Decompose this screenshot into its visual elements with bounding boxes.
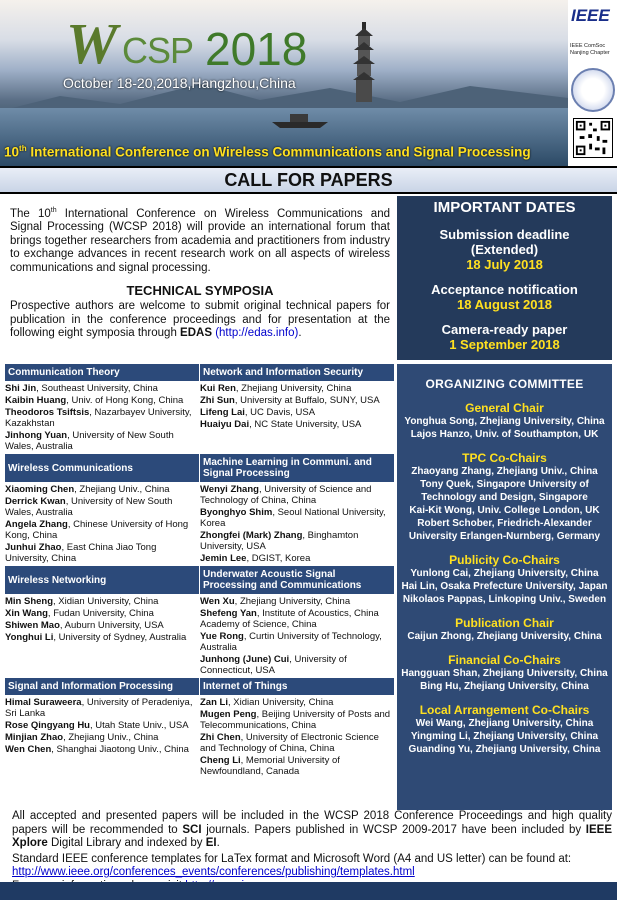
symposium-chair: Junhong (June) Cui, University of Connecticut, USA <box>200 654 347 676</box>
symposium-chair: Lifeng Lai, UC Davis, USA <box>200 407 316 418</box>
banner <box>0 0 568 166</box>
symposium-chairs <box>200 594 395 678</box>
symposium-chairs <box>200 695 395 779</box>
symposium-title: Underwater Acoustic Signal Processing and Communications <box>200 566 395 594</box>
organizing-committee-box <box>397 364 612 810</box>
symposium-chair: Jemin Lee, DGIST, Korea <box>200 553 311 564</box>
symposium-chair: Kui Ren, Zhejiang University, China <box>200 383 352 394</box>
symposium-chair: Xiaoming Chen, Zhejiang Univ., China <box>5 484 170 495</box>
templates-link[interactable]: http://www.ieee.org/conferences_events/conferences/publishing/templates.html <box>12 866 415 878</box>
committee-member: Yingming Li, Zhejiang University, China <box>410 731 599 742</box>
symposium-chair: Minjian Zhao, Zhejiang Univ., China <box>5 732 159 743</box>
templates-paragraph: Standard IEEE conference templates for LaTex format and Microsoft Word (A4 and US letter) can be found at: <box>12 852 572 865</box>
committee-section-title: Local Arrangement Co-Chairs <box>419 703 590 717</box>
committee-member: Nikolaos Pappas, Linkoping Univ., Sweden <box>402 594 607 605</box>
symposium-chair: Zhi Chen, University of Electronic Science and Technology of China, China <box>200 732 379 754</box>
symposium-chair: Yue Rong, Curtin University of Technology, Australia <box>200 631 382 653</box>
symposium-chair: Himal Suraweera, University of Peradeniya, Sri Lanka <box>5 697 193 719</box>
symposium-chair: Wen Chen, Shanghai Jiaotong Univ., China <box>5 744 189 755</box>
pagoda-illustration <box>353 22 375 102</box>
camera-ready-label: Camera-ready paper <box>441 322 568 337</box>
ieee-logo: IEEE <box>571 6 610 25</box>
committee-member: Hangguan Shan, Zhejiang University, China <box>401 668 608 679</box>
committee-section-title: Publicity Co-Chairs <box>449 553 560 567</box>
symposium-chair: Xin Wang, Fudan University, China <box>5 608 154 619</box>
symposium-chair: Shiwen Mao, Auburn University, USA <box>5 620 164 631</box>
committee-member: Hai Lin, Osaka Prefecture University, Japan <box>401 581 608 592</box>
symposium-chair: Zan Li, Xidian University, China <box>200 697 334 708</box>
committee-member: Robert Schober, Friedrich-Alexander <box>417 518 592 529</box>
symposium-chairs <box>5 594 200 678</box>
acceptance-label: Acceptance notification <box>431 282 578 297</box>
symposium-chair: Zhi Sun, University at Buffalo, SUNY, USA <box>200 395 380 406</box>
symposium-chairs <box>5 381 200 454</box>
committee-member: Yonghua Song, Zhejiang University, China <box>404 416 605 427</box>
committee-member: Bing Hu, Zhejiang University, China <box>420 681 589 692</box>
symposium-chair: Yonghui Li, University of Sydney, Australia <box>5 632 187 643</box>
symposium-title: Communication Theory <box>5 364 200 381</box>
technical-symposia-heading: TECHNICAL SYMPOSIA <box>126 283 274 298</box>
symposium-chair: Byonghyo Shim, Seoul National University, Korea <box>200 507 386 529</box>
edas-link[interactable]: (http://edas.info) <box>215 327 299 339</box>
committee-heading: ORGANIZING COMMITTEE <box>425 377 584 391</box>
symposium-chair: Shi Jin, Southeast University, China <box>5 383 158 394</box>
symposium-chair: Min Sheng, Xidian University, China <box>5 596 159 607</box>
committee-section-title: General Chair <box>465 401 544 415</box>
committee-section-title: TPC Co-Chairs <box>462 451 547 465</box>
symposium-chairs <box>5 482 200 566</box>
comsoc-text: IEEE ComSoc Nanjing Chapter <box>570 43 610 56</box>
symposium-chairs <box>5 695 200 779</box>
committee-member: Wei Wang, Zhejiang University, China <box>415 718 594 729</box>
symposium-chair: Wenyi Zhang, University of Science and Technology of China, China <box>200 484 372 506</box>
committee-member: Tony Quek, Singapore University of <box>420 479 589 490</box>
date-place: October 18-20,2018,Hangzhou,China <box>63 75 296 91</box>
logo-csp: CSP <box>122 30 194 71</box>
committee-member: Technology and Design, Singapore <box>421 492 588 503</box>
symposia-paragraph: Prospective authors are welcome to submit original technical papers for publication in the conference proceedings and for presentation at the following eight symposia through EDAS (http://edas.info). <box>10 300 390 339</box>
symposium-title: Machine Learning in Communi. and Signal Processing <box>200 454 395 482</box>
symposium-chair: Shefeng Yan, Institute of Acoustics, China Academy of Science, China <box>200 608 379 630</box>
symposium-title: Network and Information Security <box>200 364 395 381</box>
committee-member: University Erlangen-Nurnberg, Germany <box>408 531 601 542</box>
symposium-chair: Rose Qingyang Hu, Utah State Univ., USA <box>5 720 189 731</box>
symposium-chair: Zhongfei (Mark) Zhang, Binghamton University, USA <box>200 530 359 552</box>
submission-date: 18 July 2018 <box>466 257 543 272</box>
symposium-title: Internet of Things <box>200 678 395 695</box>
conference-title: 10th International Conference on Wireless Communications and Signal Processing <box>4 144 531 160</box>
intro-paragraph: The 10th International Conference on Wireless Communications and Signal Processing (WCSP 2018) will provide an international forum that brings together researchers from academia and practitioners from industry to exchange advances in recent research work on all aspects of wireless communications and signal processing. <box>10 207 390 274</box>
committee-section-title: Financial Co-Chairs <box>448 653 561 667</box>
symposium-chair: Cheng Li, Memorial University of Newfoundland, Canada <box>200 755 340 777</box>
symposium-chairs <box>200 482 395 566</box>
logo-w: W <box>66 11 116 76</box>
symposium-chair: Derrick Kwan, University of New South Wales, Australia <box>5 496 173 518</box>
committee-member: Caijun Zhong, Zhejiang University, China <box>407 631 602 642</box>
symposium-chairs <box>200 381 395 454</box>
committee-member: Yunlong Cai, Zhejiang University, China <box>410 568 599 579</box>
symposium-chair: Junhui Zhao, East China Jiao Tong University, China <box>5 542 157 564</box>
symposia-grid <box>5 364 395 779</box>
symposium-chair: Mugen Peng, Beijing University of Posts and Telecommunications, China <box>200 709 391 731</box>
committee-section-title: Publication Chair <box>455 616 554 630</box>
acceptance-date: 18 August 2018 <box>457 297 552 312</box>
symposium-title: Wireless Communications <box>5 454 200 482</box>
symposium-chair: Theodoros Tsiftsis, Nazarbayev University, Kazakhstan <box>5 407 192 429</box>
submission-label: Submission deadline <box>439 227 570 242</box>
symposium-title: Wireless Networking <box>5 566 200 594</box>
camera-ready-date: 1 September 2018 <box>449 337 560 352</box>
committee-member: Lajos Hanzo, Univ. of Southampton, UK <box>410 429 599 440</box>
symposium-chair: Kaibin Huang, Univ. of Hong Kong, China <box>5 395 184 406</box>
qr-code-icon <box>573 118 613 158</box>
symposium-chair: Angela Zhang, Chinese University of Hong Kong, China <box>5 519 189 541</box>
committee-member: Guanding Yu, Zhejiang University, China <box>408 744 601 755</box>
boat-illustration <box>270 110 330 130</box>
important-dates-box <box>397 196 612 360</box>
symposium-chair: Jinhong Yuan, University of New South Wales, Australia <box>5 430 174 452</box>
proceedings-paragraph: All accepted and presented papers will be included in the WCSP 2018 Conference Proceedings and high quality papers will be recommended to SCI journals. Papers published in WCSP 2009-2017 have been included by IEEE Xplore Digital Library and indexed by EI. <box>12 810 613 849</box>
university-seal-icon <box>571 68 615 112</box>
logo-year: 2018 <box>205 23 308 75</box>
symposium-title: Signal and Information Processing <box>5 678 200 695</box>
symposium-chair: Huaiyu Dai, NC State University, USA <box>200 419 362 430</box>
call-for-papers-heading: CALL FOR PAPERS <box>0 166 617 194</box>
committee-member: Zhaoyang Zhang, Zhejiang Univ., China <box>411 466 598 477</box>
symposium-chair: Wen Xu, Zhejiang University, China <box>200 596 351 607</box>
bottom-bar <box>0 882 617 900</box>
submission-extended: (Extended) <box>470 242 539 257</box>
important-dates-heading: IMPORTANT DATES <box>433 199 576 216</box>
footer-text <box>12 810 612 893</box>
committee-member: Kai-Kit Wong, Univ. College London, UK <box>409 505 600 516</box>
